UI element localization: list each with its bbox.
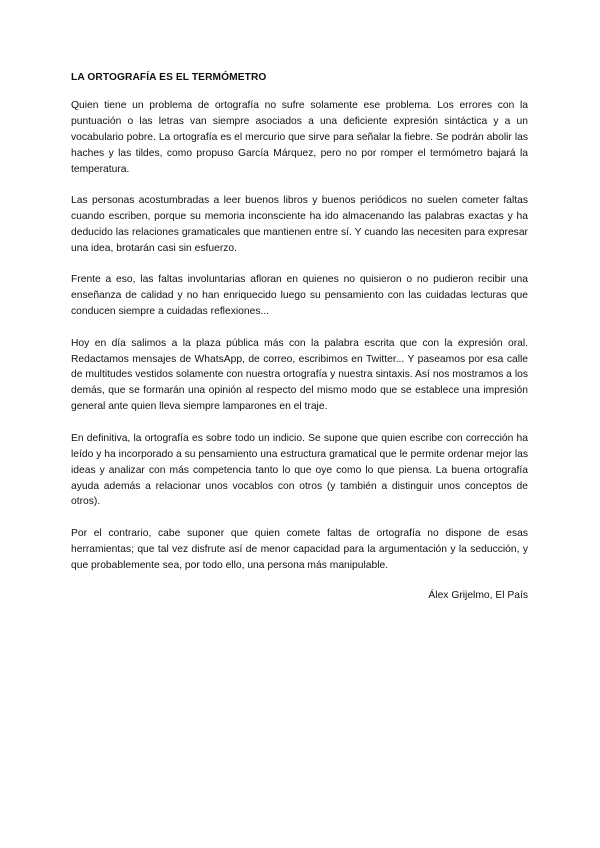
author-signature: Álex Grijelmo, El País	[428, 590, 528, 602]
paragraph: Frente a eso, las faltas involuntarias afloran en quienes no quisieron o no pudieron recibir una enseñanza de calidad y no han enriquecido luego su pensamiento con las cuidadas lecturas que conducen siempre a cuidadas reflexiones...	[71, 274, 528, 318]
paragraph: Por el contrario, cabe suponer que quien comete faltas de ortografía no dispone de esas herramientas; que tal vez disfrute así de menor capacidad para la argumentación y la seducción, y que probablemente sea, por todo ello, una persona más manipulable.	[71, 527, 528, 571]
document-page	[71, 72, 528, 604]
paragraph: Las personas acostumbradas a leer buenos libros y buenos periódicos no suelen cometer faltas cuando escriben, porque su memoria inconsciente ha ido almacenando las palabras exactas y ha deducido las relaciones gramaticales que mantienen entre sí. Y cuando las necesiten para expresar una idea, brotarán casi sin esfuerzo.	[71, 195, 528, 254]
paragraph: Quien tiene un problema de ortografía no sufre solamente ese problema. Los errores con la puntuación o las letras van siempre asociados a una deficiente expresión sintáctica y a un vocabulario pobre. La ortografía es el mercurio que sirve para señalar la fiebre. Se podrán abolir las haches y las tildes, como propuso García Márquez, pero no por romper el termómetro bajará la temperatura.	[71, 100, 528, 175]
document-title: LA ORTOGRAFÍA ES EL TERMÓMETRO	[71, 72, 267, 83]
paragraph: Hoy en día salimos a la plaza pública más con la palabra escrita que con la expresión oral. Redactamos mensajes de WhatsApp, de correo, escribimos en Twitter... Y paseamos por esa calle de multitudes vestidos solamente con nuestra ortografía y nuestra sintaxis. Así nos mostramos a los demás, que se formarán una opinión al respecto del mismo modo que se establece una impresión general ante quien lleva siempre lamparones en el traje.	[71, 337, 528, 413]
paragraph: En definitiva, la ortografía es sobre todo un indicio. Se supone que quien escribe con corrección ha leído y ha incorporado a su pensamiento una estructura gramatical que le permite ordenar mejor las ideas y analizar con más competencia tanto lo que oye como lo que piensa. La buena ortografía ayuda además a relacionar unos vocablos con otros (y también a distinguir unos conceptos de otros).	[71, 432, 528, 508]
